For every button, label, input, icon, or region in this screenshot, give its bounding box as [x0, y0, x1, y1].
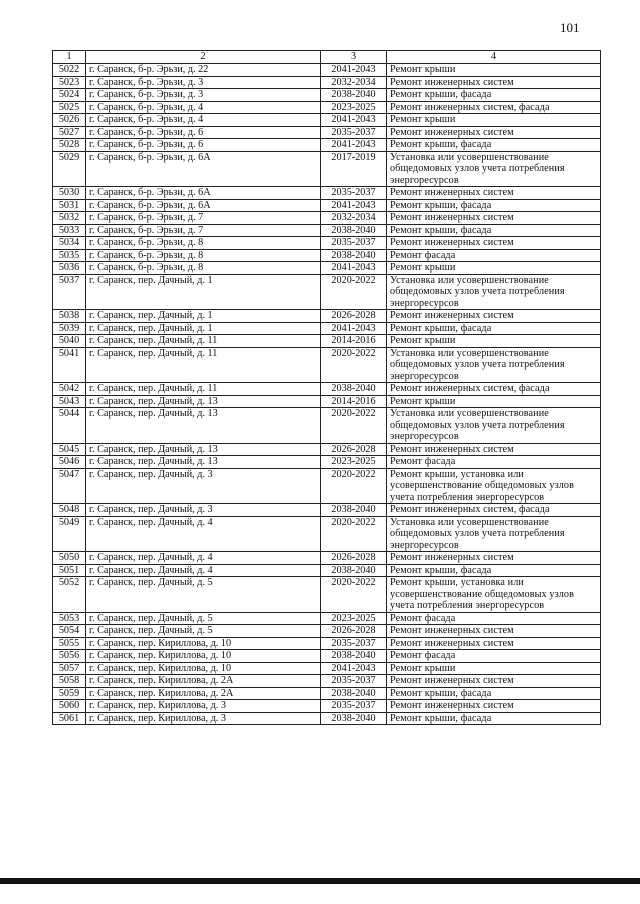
address-cell: г. Саранск, пер. Кириллова, д. 10 [86, 650, 321, 663]
address-cell: г. Саранск, пер. Дачный, д. 1 [86, 322, 321, 335]
table-row [53, 383, 601, 396]
period-cell: 2038-2040 [321, 650, 387, 663]
work-cell: Ремонт инженерных систем [387, 700, 601, 713]
row-number: 5035 [53, 249, 86, 262]
table-row [53, 335, 601, 348]
period-cell: 2020-2022 [321, 408, 387, 444]
scan-edge-bar [0, 878, 640, 884]
address-cell: г. Саранск, пер. Дачный, д. 11 [86, 335, 321, 348]
table-row [53, 249, 601, 262]
period-cell: 2035-2037 [321, 237, 387, 250]
work-cell: Ремонт фасада [387, 456, 601, 469]
work-cell: Ремонт крыши, фасада [387, 199, 601, 212]
table-row [53, 516, 601, 552]
period-cell: 2023-2025 [321, 456, 387, 469]
table-row [53, 187, 601, 200]
registry-table [52, 50, 601, 725]
table-row [53, 114, 601, 127]
table-row [53, 552, 601, 565]
row-number: 5028 [53, 139, 86, 152]
row-number: 5030 [53, 187, 86, 200]
row-number: 5033 [53, 224, 86, 237]
address-cell: г. Саранск, пер. Дачный, д. 13 [86, 408, 321, 444]
table-row [53, 504, 601, 517]
row-number: 5048 [53, 504, 86, 517]
period-cell: 2038-2040 [321, 564, 387, 577]
row-number: 5038 [53, 310, 86, 323]
period-cell: 2041-2043 [321, 199, 387, 212]
header-col-2: 2 [86, 51, 321, 64]
row-number: 5031 [53, 199, 86, 212]
table-row [53, 76, 601, 89]
work-cell: Ремонт крыши, установка или усовершенствование общедомовых узлов учета потребления энергоресурсов [387, 577, 601, 613]
table-row [53, 564, 601, 577]
period-cell: 2032-2034 [321, 76, 387, 89]
work-cell: Ремонт инженерных систем [387, 126, 601, 139]
table-row [53, 395, 601, 408]
work-cell: Ремонт крыши, фасада [387, 564, 601, 577]
table-row [53, 443, 601, 456]
period-cell: 2020-2022 [321, 577, 387, 613]
work-cell: Ремонт инженерных систем [387, 637, 601, 650]
work-cell: Ремонт фасада [387, 612, 601, 625]
period-cell: 2041-2043 [321, 662, 387, 675]
row-number: 5049 [53, 516, 86, 552]
period-cell: 2026-2028 [321, 443, 387, 456]
address-cell: г. Саранск, б-р. Эрьзи, д. 8 [86, 249, 321, 262]
row-number: 5051 [53, 564, 86, 577]
row-number: 5046 [53, 456, 86, 469]
address-cell: г. Саранск, пер. Кириллова, д. 2А [86, 675, 321, 688]
table-row [53, 237, 601, 250]
work-cell: Установка или усовершенствование общедомовых узлов учета потребления энергоресурсов [387, 274, 601, 310]
address-cell: г. Саранск, пер. Дачный, д. 5 [86, 612, 321, 625]
page-number: 101 [560, 20, 580, 35]
row-number: 5058 [53, 675, 86, 688]
row-number: 5022 [53, 64, 86, 77]
row-number: 5056 [53, 650, 86, 663]
period-cell: 2026-2028 [321, 625, 387, 638]
row-number: 5057 [53, 662, 86, 675]
table-row [53, 212, 601, 225]
work-cell: Ремонт инженерных систем [387, 76, 601, 89]
row-number: 5044 [53, 408, 86, 444]
address-cell: г. Саранск, пер. Дачный, д. 4 [86, 552, 321, 565]
row-number: 5036 [53, 262, 86, 275]
row-number: 5023 [53, 76, 86, 89]
table-row [53, 687, 601, 700]
work-cell: Ремонт инженерных систем, фасада [387, 504, 601, 517]
address-cell: г. Саранск, б-р. Эрьзи, д. 8 [86, 237, 321, 250]
work-cell: Ремонт инженерных систем [387, 187, 601, 200]
period-cell: 2026-2028 [321, 310, 387, 323]
row-number: 5060 [53, 700, 86, 713]
address-cell: г. Саранск, пер. Дачный, д. 5 [86, 577, 321, 613]
table-row [53, 577, 601, 613]
period-cell: 2035-2037 [321, 126, 387, 139]
period-cell: 2038-2040 [321, 89, 387, 102]
period-cell: 2014-2016 [321, 335, 387, 348]
row-number: 5047 [53, 468, 86, 504]
address-cell: г. Саранск, пер. Дачный, д. 4 [86, 516, 321, 552]
period-cell: 2041-2043 [321, 114, 387, 127]
work-cell: Ремонт инженерных систем [387, 237, 601, 250]
period-cell: 2020-2022 [321, 516, 387, 552]
work-cell: Установка или усовершенствование общедомовых узлов учета потребления энергоресурсов [387, 408, 601, 444]
work-cell: Ремонт крыши [387, 64, 601, 77]
header-col-3: 3 [321, 51, 387, 64]
period-cell: 2038-2040 [321, 249, 387, 262]
address-cell: г. Саранск, б-р. Эрьзи, д. 22 [86, 64, 321, 77]
table-row [53, 64, 601, 77]
work-cell: Ремонт крыши [387, 662, 601, 675]
work-cell: Ремонт крыши [387, 335, 601, 348]
period-cell: 2041-2043 [321, 322, 387, 335]
table-row [53, 224, 601, 237]
table-row [53, 347, 601, 383]
row-number: 5037 [53, 274, 86, 310]
work-cell: Ремонт крыши, фасада [387, 224, 601, 237]
row-number: 5054 [53, 625, 86, 638]
period-cell: 2020-2022 [321, 347, 387, 383]
work-cell: Ремонт крыши [387, 262, 601, 275]
address-cell: г. Саранск, б-р. Эрьзи, д. 6А [86, 187, 321, 200]
period-cell: 2020-2022 [321, 468, 387, 504]
table-row [53, 700, 601, 713]
work-cell: Ремонт инженерных систем, фасада [387, 101, 601, 114]
work-cell: Установка или усовершенствование общедомовых узлов учета потребления энергоресурсов [387, 347, 601, 383]
address-cell: г. Саранск, пер. Дачный, д. 13 [86, 456, 321, 469]
work-cell: Ремонт инженерных систем [387, 552, 601, 565]
work-cell: Ремонт фасада [387, 650, 601, 663]
row-number: 5043 [53, 395, 86, 408]
table-row [53, 101, 601, 114]
period-cell: 2035-2037 [321, 700, 387, 713]
address-cell: г. Саранск, б-р. Эрьзи, д. 3 [86, 76, 321, 89]
address-cell: г. Саранск, б-р. Эрьзи, д. 8 [86, 262, 321, 275]
table-row [53, 310, 601, 323]
table-row [53, 675, 601, 688]
work-cell: Ремонт крыши, фасада [387, 322, 601, 335]
table-row [53, 650, 601, 663]
address-cell: г. Саранск, пер. Кириллова, д. 10 [86, 637, 321, 650]
period-cell: 2041-2043 [321, 139, 387, 152]
address-cell: г. Саранск, пер. Дачный, д. 1 [86, 274, 321, 310]
work-cell: Ремонт крыши [387, 395, 601, 408]
work-cell: Ремонт крыши, фасада [387, 139, 601, 152]
address-cell: г. Саранск, пер. Кириллова, д. 3 [86, 700, 321, 713]
address-cell: г. Саранск, б-р. Эрьзи, д. 7 [86, 224, 321, 237]
period-cell: 2026-2028 [321, 552, 387, 565]
table-row [53, 625, 601, 638]
address-cell: г. Саранск, пер. Дачный, д. 3 [86, 504, 321, 517]
row-number: 5040 [53, 335, 86, 348]
period-cell: 2032-2034 [321, 212, 387, 225]
table-row [53, 262, 601, 275]
row-number: 5052 [53, 577, 86, 613]
row-number: 5053 [53, 612, 86, 625]
period-cell: 2020-2022 [321, 274, 387, 310]
period-cell: 2023-2025 [321, 101, 387, 114]
work-cell: Ремонт инженерных систем, фасада [387, 383, 601, 396]
period-cell: 2038-2040 [321, 712, 387, 725]
period-cell: 2035-2037 [321, 187, 387, 200]
table-row [53, 89, 601, 102]
table-row [53, 456, 601, 469]
row-number: 5042 [53, 383, 86, 396]
work-cell: Ремонт фасада [387, 249, 601, 262]
address-cell: г. Саранск, б-р. Эрьзи, д. 6А [86, 199, 321, 212]
work-cell: Установка или усовершенствование общедомовых узлов учета потребления энергоресурсов [387, 516, 601, 552]
work-cell: Установка или усовершенствование общедомовых узлов учета потребления энергоресурсов [387, 151, 601, 187]
row-number: 5029 [53, 151, 86, 187]
work-cell: Ремонт инженерных систем [387, 675, 601, 688]
period-cell: 2038-2040 [321, 224, 387, 237]
work-cell: Ремонт крыши, установка или усовершенствование общедомовых узлов учета потребления энергоресурсов [387, 468, 601, 504]
address-cell: г. Саранск, пер. Дачный, д. 5 [86, 625, 321, 638]
row-number: 5045 [53, 443, 86, 456]
period-cell: 2035-2037 [321, 675, 387, 688]
work-cell: Ремонт инженерных систем [387, 310, 601, 323]
row-number: 5050 [53, 552, 86, 565]
table-row [53, 151, 601, 187]
row-number: 5061 [53, 712, 86, 725]
period-cell: 2041-2043 [321, 262, 387, 275]
address-cell: г. Саранск, пер. Кириллова, д. 3 [86, 712, 321, 725]
table-row [53, 199, 601, 212]
row-number: 5027 [53, 126, 86, 139]
row-number: 5032 [53, 212, 86, 225]
address-cell: г. Саранск, б-р. Эрьзи, д. 3 [86, 89, 321, 102]
table-row [53, 274, 601, 310]
address-cell: г. Саранск, пер. Кириллова, д. 10 [86, 662, 321, 675]
work-cell: Ремонт крыши [387, 114, 601, 127]
period-cell: 2038-2040 [321, 504, 387, 517]
work-cell: Ремонт инженерных систем [387, 443, 601, 456]
row-number: 5059 [53, 687, 86, 700]
period-cell: 2017-2019 [321, 151, 387, 187]
work-cell: Ремонт инженерных систем [387, 212, 601, 225]
header-col-1: 1 [53, 51, 86, 64]
row-number: 5041 [53, 347, 86, 383]
table-body [53, 64, 601, 725]
header-col-4: 4 [387, 51, 601, 64]
table-row [53, 637, 601, 650]
table-row [53, 139, 601, 152]
work-cell: Ремонт крыши, фасада [387, 89, 601, 102]
address-cell: г. Саранск, пер. Дачный, д. 13 [86, 395, 321, 408]
period-cell: 2014-2016 [321, 395, 387, 408]
row-number: 5034 [53, 237, 86, 250]
table-row [53, 712, 601, 725]
period-cell: 2041-2043 [321, 64, 387, 77]
period-cell: 2038-2040 [321, 687, 387, 700]
address-cell: г. Саранск, пер. Дачный, д. 1 [86, 310, 321, 323]
period-cell: 2038-2040 [321, 383, 387, 396]
address-cell: г. Саранск, пер. Дачный, д. 13 [86, 443, 321, 456]
table-row [53, 612, 601, 625]
period-cell: 2023-2025 [321, 612, 387, 625]
work-cell: Ремонт инженерных систем [387, 625, 601, 638]
table-row [53, 468, 601, 504]
address-cell: г. Саранск, б-р. Эрьзи, д. 6А [86, 151, 321, 187]
address-cell: г. Саранск, б-р. Эрьзи, д. 7 [86, 212, 321, 225]
table-row [53, 662, 601, 675]
period-cell: 2035-2037 [321, 637, 387, 650]
row-number: 5024 [53, 89, 86, 102]
table-row [53, 322, 601, 335]
address-cell: г. Саранск, пер. Дачный, д. 3 [86, 468, 321, 504]
address-cell: г. Саранск, пер. Дачный, д. 11 [86, 383, 321, 396]
address-cell: г. Саранск, б-р. Эрьзи, д. 6 [86, 139, 321, 152]
address-cell: г. Саранск, б-р. Эрьзи, д. 6 [86, 126, 321, 139]
work-cell: Ремонт крыши, фасада [387, 687, 601, 700]
table-row [53, 126, 601, 139]
row-number: 5025 [53, 101, 86, 114]
address-cell: г. Саранск, пер. Дачный, д. 11 [86, 347, 321, 383]
table-row [53, 408, 601, 444]
row-number: 5039 [53, 322, 86, 335]
work-cell: Ремонт крыши, фасада [387, 712, 601, 725]
header-row [53, 51, 601, 64]
row-number: 5055 [53, 637, 86, 650]
address-cell: г. Саранск, пер. Дачный, д. 4 [86, 564, 321, 577]
address-cell: г. Саранск, пер. Кириллова, д. 2А [86, 687, 321, 700]
address-cell: г. Саранск, б-р. Эрьзи, д. 4 [86, 101, 321, 114]
row-number: 5026 [53, 114, 86, 127]
address-cell: г. Саранск, б-р. Эрьзи, д. 4 [86, 114, 321, 127]
